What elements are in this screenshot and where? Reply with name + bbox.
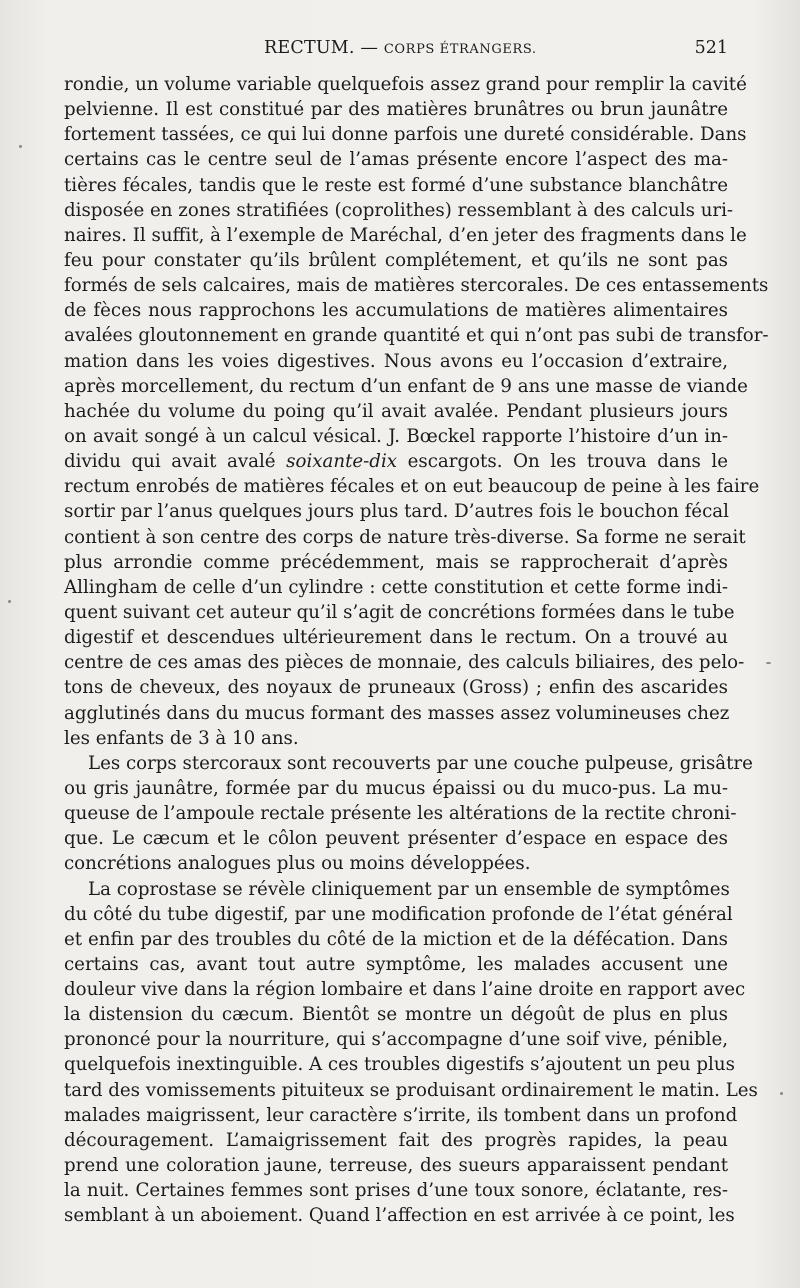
running-header [64,36,728,60]
text-line: douleur vive dans la région lombaire et dans l’aine droite en rapport avec [64,979,746,1001]
running-title-start: RECTUM. — [264,38,384,58]
text-line: avalées gloutonnement en grande quantité et qui n’ont pas subi de transfor- [64,325,769,347]
paper-speck [19,145,22,148]
text-line: plus arrondie comme précédemment, mais se rapprocherait d’après [64,551,728,573]
text-line: Les corps stercoraux sont recouverts par une couche pulpeuse, grisâtre [88,752,753,774]
body-text [64,72,769,1228]
text-line: pelvienne. Il est constitué par des matières brunâtres ou brun jaunâtre [64,99,728,121]
running-title-section: CORPS ÉTRANGERS. [383,42,537,57]
text-line: agglutinés dans du mucus formant des masses assez volumineuses chez [64,702,730,724]
text-line: malades maigrissent, leur caractère s’irrite, ils tombent dans un profond [64,1104,738,1126]
text-line: après morcellement, du rectum d’un enfant de 9 ans une masse de viande [64,375,748,397]
text-line: tons de cheveux, des noyaux de pruneaux (Gross) ; enfin des ascarides [64,677,728,699]
text-line: tard des vomissements pituiteux se produisant ordinairement le matin. Les [64,1079,758,1101]
page-number: 521 [694,38,728,58]
text-line: sortir par l’anus quelques jours plus tard. D’autres fois le bouchon fécal [64,501,729,523]
text-line: quelquefois inextinguible. A ces troubles digestifs s’ajoutent un peu plus [64,1054,735,1076]
italic-term: soixante-dix [286,451,398,473]
paper-speck [8,600,11,603]
text-line: rectum enrobés de matières fécales et on eut beaucoup de peine à les faire [64,476,760,498]
paper-speck [780,1092,783,1095]
paragraph [64,751,753,877]
text-line: disposée en zones stratifiées (coprolithes) ressemblant à des calculs uri- [64,199,734,221]
text-line: de fèces nous rapprochons les accumulations de matières alimentaires [64,300,728,322]
paragraph [64,72,769,751]
text-line: on avait songé à un calcul vésical. J. Bœckel rapporte l’histoire d’un in- [64,425,728,447]
text-line: Allingham de celle d’un cylindre : cette constitution et cette forme indi- [64,576,728,598]
text-line: mation dans les voies digestives. Nous avons eu l’occasion d’extraire, [64,350,728,372]
text-line: feu pour constater qu’ils brûlent complétement, et qu’ils ne sont pas [64,249,728,271]
text-line: hachée du volume du poing qu’il avait avalée. Pendant plusieurs jours [64,400,728,422]
text-line: digestif et descendues ultérieurement dans le rectum. On a trouvé au [64,627,728,649]
text-line: prononcé pour la nourriture, qui s’accompagne d’une soif vive, pénible, [64,1029,728,1051]
text-line: ou gris jaunâtre, formée par du mucus épaissi ou du muco-pus. La mu- [64,777,728,799]
paper-speck [766,662,771,664]
text-line: semblant à un aboiement. Quand l’affection en est arrivée à ce point, les [64,1205,735,1227]
text-line: La coprostase se révèle cliniquement par un ensemble de symptômes [88,878,730,900]
line-segment: dividu qui avait avalé [64,451,287,473]
text-line: naires. Il suffit, à l’exemple de Maréchal, d’en jeter des fragments dans le [64,224,747,246]
paragraph [64,877,758,1229]
text-line: contient à son centre des corps de nature très-diverse. Sa forme ne serait [64,526,746,548]
text-line: formés de sels calcaires, mais de matières stercorales. De ces entassements [64,275,769,297]
line-segment: escargots. On les trouva dans le [397,451,728,473]
text-line: rondie, un volume variable quelquefois assez grand pour remplir la cavité [64,74,747,95]
text-line: la distension du cæcum. Bientôt se montre un dégoût de plus en plus [64,1004,728,1026]
text-line: découragement. L’amaigrissement fait des progrès rapides, la peau [64,1129,728,1151]
text-line: certains cas, avant tout autre symptôme, les malades accusent une [64,953,728,975]
text-line: quent suivant cet auteur qu’il s’agit de concrétions formées dans le tube [64,601,735,623]
text-line: queuse de l’ampoule rectale présente les altérations de la rectite chroni- [64,803,737,825]
running-title [264,36,537,62]
text-line: la nuit. Certaines femmes sont prises d’une toux sonore, éclatante, res- [64,1180,728,1202]
text-line: concrétions analogues plus ou moins développées. [64,853,531,875]
text-line: que. Le cæcum et le côlon peuvent présenter d’espace en espace des [64,828,728,850]
text-line: du côté du tube digestif, par une modification profonde de l’état général [64,903,733,925]
text-line: les enfants de 3 à 10 ans. [64,727,299,749]
text-line: fortement tassées, ce qui lui donne parfois une dureté considérable. Dans [64,124,747,146]
text-line: et enfin par des troubles du côté de la miction et de la défécation. Dans [64,928,728,950]
text-line: tières fécales, tandis que le reste est formé d’une substance blanchâtre [64,174,728,196]
text-line: certains cas le centre seul de l’amas présente encore l’aspect des ma- [64,149,728,171]
text-line: centre de ces amas des pièces de monnaie, des calculs biliaires, des pelo- [64,652,745,674]
text-line [64,449,728,474]
text-line: prend une coloration jaune, terreuse, des sueurs apparaissent pendant [64,1155,728,1177]
